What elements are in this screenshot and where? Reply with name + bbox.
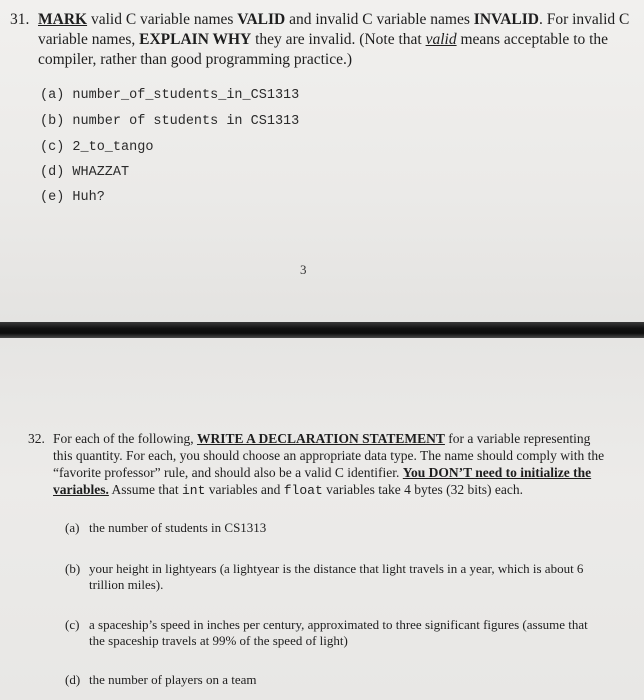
dont-initialize-note: You DON’T need to initialize the variables.: [53, 465, 592, 497]
prompt-text: Assume that: [108, 482, 182, 497]
option-32b: [65, 561, 595, 593]
question-32: [28, 430, 608, 499]
prompt-text: variables take 4 bytes (32 bits) each.: [322, 482, 523, 497]
question-32-prompt: [53, 430, 608, 499]
valid-emphasis: valid: [425, 31, 457, 48]
float-keyword: float: [283, 483, 323, 498]
mark-keyword: MARK: [38, 11, 88, 28]
prompt-text: and invalid C variable names: [285, 11, 474, 28]
question-31-number: 31.: [10, 11, 30, 28]
prompt-text: For each of the following,: [53, 431, 197, 446]
explain-keyword: EXPLAIN WHY: [139, 31, 252, 48]
question-31: [10, 10, 630, 70]
prompt-text: for a variable representing this quantity. For each, you should choose an appropriate data type. The name should comply with the “favorite professor” rule, and should also be a valid C identifier.: [53, 431, 605, 480]
option-32c: [65, 617, 595, 649]
option-31c: (c) 2_to_tango: [40, 140, 154, 155]
question-31-prompt: [38, 10, 630, 70]
option-31b: (b) number of students in CS1313: [40, 114, 300, 129]
option-label: (a): [65, 520, 80, 535]
int-keyword: int: [182, 483, 206, 498]
invalid-keyword: INVALID: [473, 11, 539, 28]
page-divider: [0, 322, 644, 338]
option-32d: [65, 672, 595, 688]
valid-keyword: VALID: [237, 11, 286, 28]
prompt-text: means acceptable to the compiler, rather than good programming practice.): [38, 31, 609, 68]
option-label: (c): [65, 617, 80, 632]
option-31d: (d) WHAZZAT: [40, 165, 130, 180]
option-text: the number of players on a team: [89, 672, 257, 687]
question-32-number: 32.: [28, 431, 45, 446]
option-32a: [65, 520, 595, 536]
option-31a: (a) number_of_students_in_CS1313: [40, 88, 300, 103]
prompt-text: valid C variable names: [87, 11, 238, 28]
option-text: your height in lightyears (a lightyear is the distance that light travels in a year, which is about 6 trillion miles).: [89, 561, 584, 592]
option-label: (d): [65, 672, 81, 687]
option-text: the number of students in CS1313: [89, 520, 267, 535]
option-text: a spaceship’s speed in inches per century, approximated to three significant figures (assume that the spaceship travels at 99% of the speed of light): [89, 617, 588, 648]
write-declaration-keyword: WRITE A DECLARATION STATEMENT: [196, 431, 445, 446]
prompt-text: variables and: [205, 482, 284, 497]
option-31e: (e) Huh?: [40, 190, 105, 205]
page-number: 3: [300, 262, 307, 277]
prompt-text: they are invalid. (Note that: [251, 31, 426, 48]
prompt-text: . For invalid C variable names,: [38, 11, 630, 48]
option-label: (b): [65, 561, 81, 576]
